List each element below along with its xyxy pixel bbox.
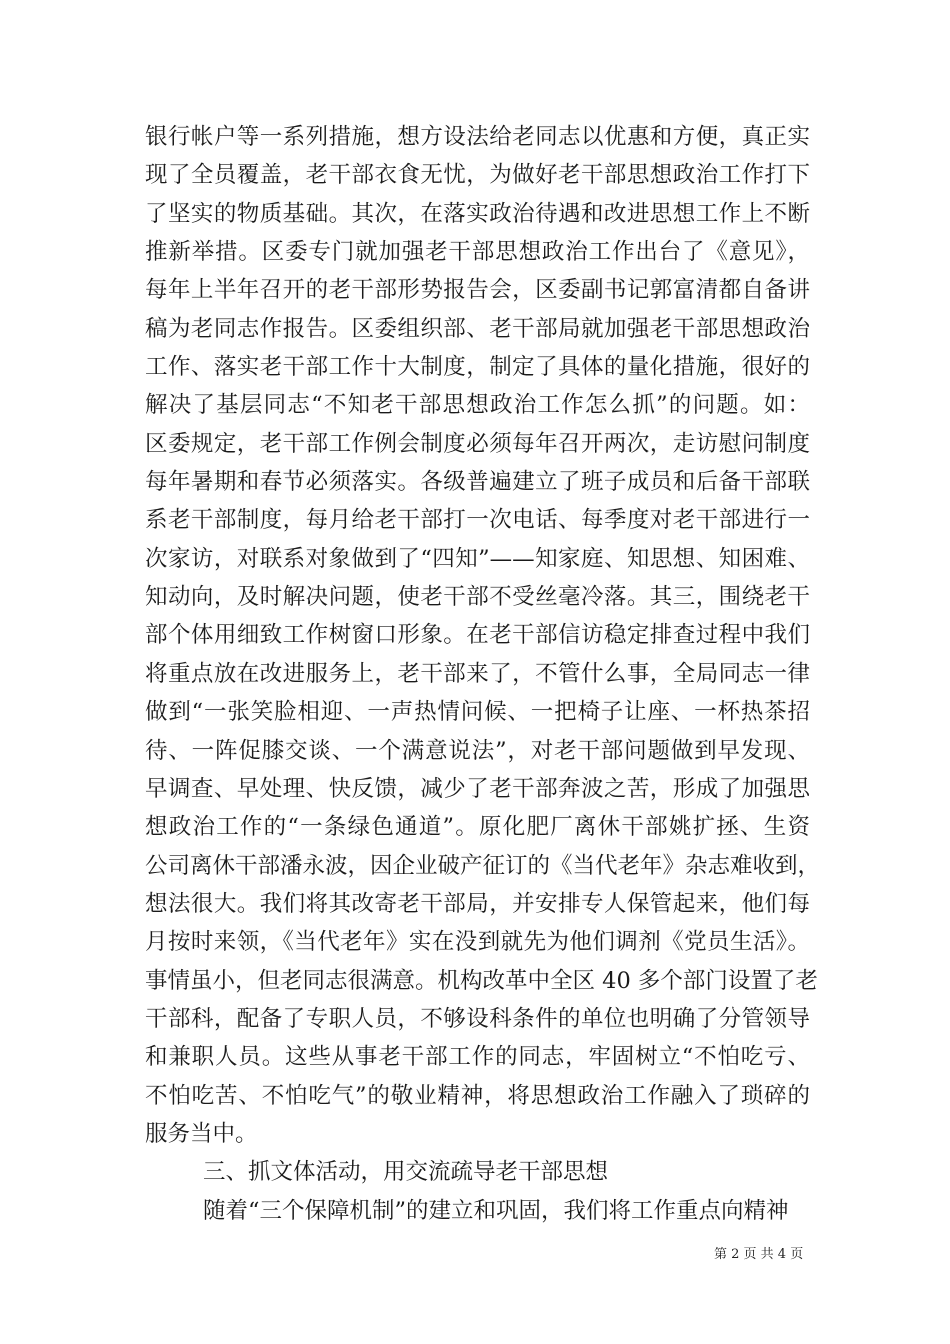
paragraph-line: 月按时来领，《当代老年》实在没到就先为他们调剂《党员生活》。 bbox=[145, 929, 810, 956]
paragraph-line: 现了全员覆盖，老干部衣食无忧，为做好老干部思想政治工作打下 bbox=[145, 162, 810, 189]
paragraph-line: 银行帐户等一系列措施，想方设法给老同志以优惠和方便，真正实 bbox=[145, 124, 810, 150]
paragraph-line: 干部科，配备了专职人员，不够设科条件的单位也明确了分管领导 bbox=[145, 1005, 810, 1032]
paragraph-line: 了坚实的物质基础。其次，在落实政治待遇和改进思想工作上不断 bbox=[145, 200, 810, 227]
paragraph-line: 解决了基层同志“不知老干部思想政治工作怎么抓”的问题。如： bbox=[145, 392, 810, 419]
paragraph-line: 和兼职人员。这些从事老干部工作的同志，牢固树立“不怕吃亏、 bbox=[145, 1044, 810, 1071]
paragraph-line: 次家访，对联系对象做到了“四知”——知家庭、知思想、知困难、 bbox=[145, 545, 810, 572]
paragraph-line: 部个体用细致工作树窗口形象。在老干部信访稳定排查过程中我们 bbox=[145, 622, 810, 649]
paragraph-line: 公司离休干部潘永波，因企业破产征订的《当代老年》杂志难收到， bbox=[145, 852, 821, 879]
paragraph-line: 工作、落实老干部工作十大制度，制定了具体的量化措施，很好的 bbox=[145, 354, 810, 381]
paragraph-line-start: 随着“三个保障机制”的建立和巩固，我们将工作重点向精神 bbox=[203, 1197, 789, 1224]
paragraph-line: 将重点放在改进服务上，老干部来了，不管什么事，全局同志一律 bbox=[145, 660, 810, 687]
paragraph-line: 系老干部制度，每月给老干部打一次电话、每季度对老干部进行一 bbox=[145, 507, 810, 534]
paragraph-line: 推新举措。区委专门就加强老干部思想政治工作出台了《意见》， bbox=[145, 239, 810, 266]
paragraph-line-end: 服务当中。 bbox=[145, 1120, 258, 1147]
paragraph-line: 事情虽小，但老同志很满意。机构改革中全区 40 多个部门设置了老 bbox=[145, 967, 818, 994]
paragraph-line: 区委规定，老干部工作例会制度必须每年召开两次，走访慰问制度 bbox=[145, 430, 810, 457]
page-number-footer: 第 2 页 共 4 页 bbox=[714, 1247, 804, 1262]
paragraph-line: 稿为老同志作报告。区委组织部、老干部局就加强老干部思想政治 bbox=[145, 315, 810, 342]
paragraph-line: 每年上半年召开的老干部形势报告会，区委副书记郭富清都自备讲 bbox=[145, 277, 810, 304]
paragraph-line: 知动向，及时解决问题，使老干部不受丝毫冷落。其三，围绕老干 bbox=[145, 584, 810, 611]
body-text bbox=[145, 118, 821, 1230]
paragraph-line: 想政治工作的“一条绿色通道”。原化肥厂离休干部姚扩拯、生资 bbox=[145, 814, 810, 841]
paragraph-line: 不怕吃苦、不怕吃气”的敬业精神，将思想政治工作融入了琐碎的 bbox=[145, 1082, 810, 1109]
section-heading: 三、抓文体活动，用交流疏导老干部思想 bbox=[203, 1159, 609, 1186]
paragraph-line: 每年暑期和春节必须落实。各级普遍建立了班子成员和后备干部联 bbox=[145, 469, 810, 496]
paragraph-line: 想法很大。我们将其改寄老干部局，并安排专人保管起来，他们每 bbox=[145, 890, 810, 917]
paragraph-line: 早调查、早处理、快反馈，减少了老干部奔波之苦，形成了加强思 bbox=[145, 775, 810, 802]
paragraph-line: 做到“一张笑脸相迎、一声热情问候、一把椅子让座、一杯热茶招 bbox=[145, 699, 810, 726]
paragraph-line: 待、一阵促膝交谈、一个满意说法”，对老干部问题做到早发现、 bbox=[145, 737, 810, 764]
